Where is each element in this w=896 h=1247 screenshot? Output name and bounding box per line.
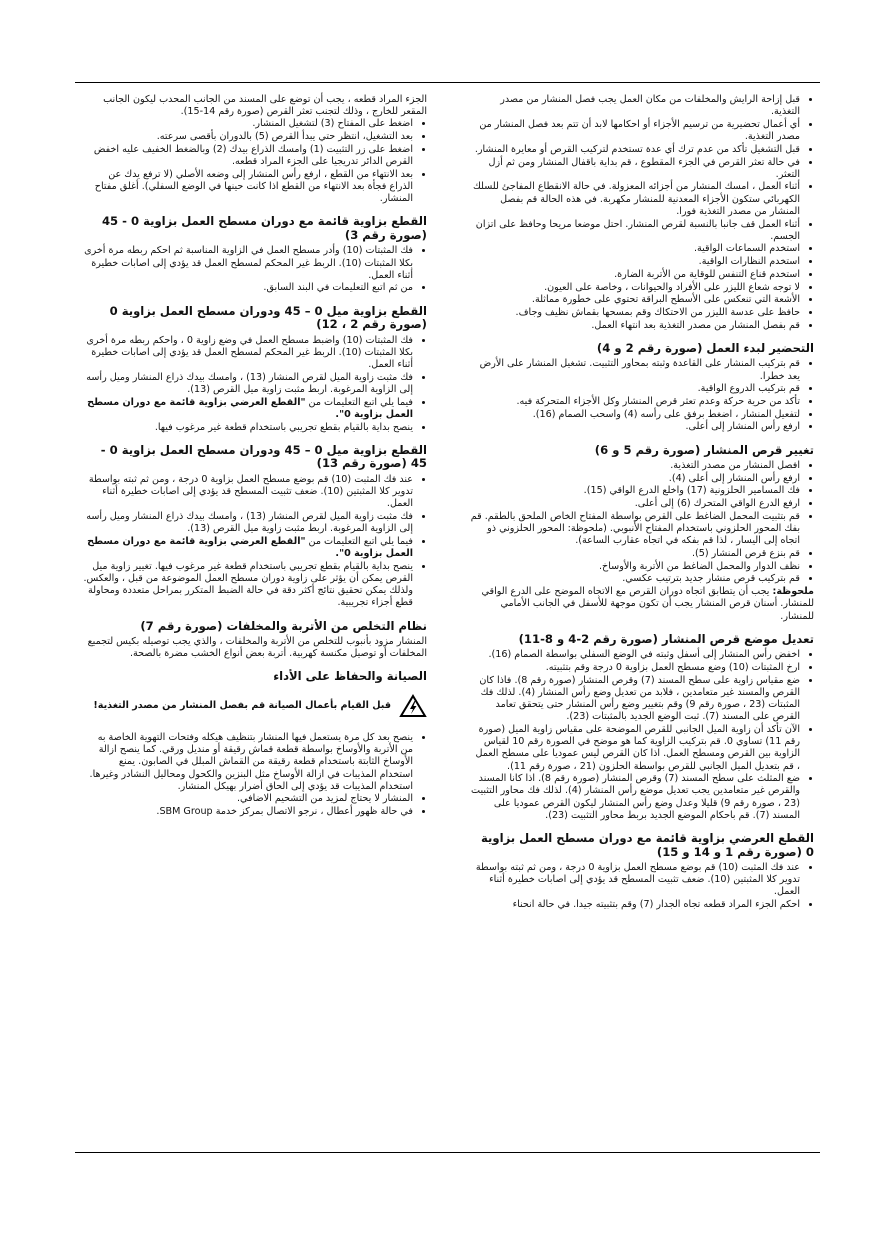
- list-item: • فك المثبتات (10) وأدر مسطح العمل في الزاوية المناسبة ثم احكم ربطه مرة أخرى بكلا المثبتات (10). الربط غير المحكم لمسطح العمل قد يؤدي إلى اصابات خطيرة أثناء العمل.: [83, 245, 413, 282]
- list-item: • استخدم السماعات الواقية.: [470, 243, 800, 255]
- list-item: • ارفع رأس المنشار إلى أعلى (4).: [470, 473, 800, 485]
- list-item: • أثناء العمل قف جانبا بالنسبة لقرص المنشار. احتل موضعا مريحا وحافظ على اتزان الجسم.: [470, 219, 800, 243]
- list-item: • تأكد من حرية حركة وعدم تعثر قرص المنشار وكل الأجزاء المتحركة فيه.: [470, 396, 800, 408]
- adjust-list: [470, 649, 814, 822]
- follow-text: فيما يلي اتبع التعليمات من: [305, 535, 413, 547]
- list-item: • لا توجه شعاع الليزر على الأفراد والحيوانات ، وخاصة على العيون.: [470, 282, 800, 294]
- list-item: • فك المثبتات (10) واضبط مسطح العمل في وضع زاوية 0 ، واحكم ربطه مرة أخرى بكلا المثبتات (10). الربط غير المحكم لمسطح العمل قد يؤدي إلى اصابات خطيرة أثناء العمل.: [83, 335, 413, 372]
- prep-list: [470, 358, 814, 433]
- list-item: • في حالة تعثر القرص في الجزء المقطوع ، قم بداية باقفال المنشار ومن ثم أزل التعثر.: [470, 157, 800, 181]
- list-item: • نظف الدوار والمحمل الضاغط من الأتربة والأوساخ.: [470, 561, 800, 573]
- list-item: • ينصح بعد كل مرة يستعمل فيها المنشار بتنظيف هيكله وفتحات التهوية الخاصة به من الأتربة والأوساخ بواسطة قطعة قماش رقيقة أو منديل ورقي. كما ينصح ازالة الأوساخ الثابتة باستخدام قطعة رقيقة من القماش المبلل في الصابون. يمنع استخدام المذيبات في ازالة الأوساخ مثل البنزين والكحول ومحاليل النشادر وغيرها. استخدام المذيبات قد يؤدي إلى الحاق أضرار بهيكل المنشار.: [83, 732, 413, 793]
- operation-list: [83, 118, 427, 205]
- follow-reference: "القطع العرضي بزاوية قائمة مع دوران مسطح العمل بزاوية 0".: [87, 535, 413, 559]
- note-text: يجب أن يتطابق اتجاه دوران القرص مع الاتجاه الموضح على الدرع الواقي للمنشار. أسنان قرص المنشار يجب أن تكون موجهة للأسفل في الجانب الأمامي للمنشار.: [481, 586, 814, 622]
- list-item: • ارفع رأس المنشار إلى أعلى.: [470, 421, 800, 433]
- top-rule: [75, 82, 820, 83]
- warning-text: قبل القيام بأعمال الصيانة قم بفصل المنشار من مصدر التغذية!: [93, 699, 391, 711]
- section-title-square-rotate: القطع بزاوية قائمة مع دوران مسطح العمل بزاوية 0 - 45 (صورة رقم 3): [101, 214, 427, 242]
- follow-reference: "القطع العرضي بزاوية قائمة مع دوران مسطح العمل بزاوية 0".: [87, 396, 413, 420]
- list-item: • في حالة ظهور أعطال ، نرجو الاتصال بمركز خدمة SBM Group.: [83, 806, 413, 818]
- list-item: • فك مثبت زاوية الميل لقرص المنشار (13) ، وامسك بيدك ذراع المنشار وميل رأسه إلى الزاوية المرغوبة. اربط مثبت زاوية ميل القرص (13).: [83, 511, 413, 535]
- bottom-rule: [75, 1152, 820, 1153]
- list-item: • ينصح بداية بالقيام بقطع تجريبي باستخدام قطعة غير مرغوب فيها.: [83, 422, 413, 434]
- list-item: • أثناء العمل ، امسك المنشار من أجزائه المعزولة. في حالة الانقطاع المفاجئ للسلك الكهربائي ستكون الأجزاء المعدنية للمنشار مكهربة. في هذه الحالة قم بفصل المنشار من مصدر التغذية فورا.: [470, 181, 800, 218]
- list-item: • ضع مقياس زاوية على سطح المسند (7) وقرص المنشار (صورة رقم 8). فاذا كان القرص والمسند غير متعامدين ، فلابد من تعديل وضع رأس المنشار (4). لذلك فك المثبتات (23 ، صورة رقم 9) وقم بتغيير وضع رأس المنشار حتى يتحقق تعامد القرص على المسند (7). ثبت الوضع الجديد بالمثبتات (23).: [470, 675, 800, 724]
- list-item: • لتفعيل المنشار ، اضغط برفق على رأسه (4) واسحب الصمام (16).: [470, 409, 800, 421]
- list-item: • اضغط على المفتاح (3) لتشغيل المنشار.: [83, 118, 413, 130]
- section-title-cross-cut: القطع العرضي بزاوية قائمة مع دوران مسطح العمل بزاوية 0 (صورة رقم 1 و 14 و 15): [481, 831, 814, 859]
- warning-notice: [83, 694, 427, 718]
- list-item: • ارفع الدرع الواقي المتحرك (6) إلى أعلى.: [470, 498, 800, 510]
- list-item: • حافظ على عدسة الليزر من الاحتكاك وقم بمسحها بقماش نظيف وجاف.: [470, 307, 800, 319]
- list-item: • قبل التشغيل تأكد من عدم ترك أي عدة تستخدم لتركيب القرص أو معايرة المنشار.: [470, 144, 800, 156]
- list-item: • ضع المثلث على سطح المسند (7) وقرص المنشار (صورة رقم 8). اذا كانا المسند والقرص غير متعامدين يجب تعديل موضع رأس المنشار (4). لذلك فك محاور التثبيت (23 ، صورة رقم 9) قليلا وعدل وضع رأس المنشار ليكون القرص عموديا على المسند (7). قم باحكام الموضع الجديد بربط محاور التثبيت (23).: [470, 773, 800, 822]
- continuation-paragraph: الجزء المراد قطعه ، يجب أن توضع على المسند من الجانب المحدب ليكون الجانب المقعر للخارج ، وذلك لتجنب تعثر القرص (صورة رقم 14-15).: [103, 94, 427, 118]
- section-title-adjust: تعديل موضع قرص المنشار (صورة رقم 2-4 و 8-11): [518, 631, 814, 646]
- warning-icon: [399, 694, 427, 718]
- list-item: • قم بتركيب الدروع الواقية.: [470, 383, 800, 395]
- list-item: • فك المسامير الحلزونية (17) واخلع الدرع الواقي (15).: [470, 485, 800, 497]
- dust-paragraph: المنشار مزود بأنبوب للتخلص من الأتربة والمخلفات ، والذي يجب توصيله بكيس لتجميع المخلفات أو توصيل مكنسة كهربية. أتربة بعض أنواع الخشب مضرة بالصحة.: [87, 636, 427, 660]
- section-title-prep: التحضير لبدء العمل (صورة رقم 2 و 4): [596, 340, 814, 355]
- compound-cut-list: [83, 474, 427, 610]
- safety-list: [470, 94, 814, 332]
- list-item: • بعد الانتهاء من القطع ، ارفع رأس المنشار إلى وضعه الأصلي (لا ترفع يدك عن الذراع فجأة بعد الانتهاء من القطع اذا كانت حينها في الوضع السفلي). أغلق مفتاح المنشار.: [83, 169, 413, 206]
- list-item: • عند فك المثبت (10) قم بوضع مسطح العمل بزاوية 0 درجة ، ومن ثم ثبته بواسطة تدوير كلا المثبتين (10). ضعف تثبيت المسطح قد يؤدي إلى اصابات خطيرة أثناء العمل.: [83, 474, 413, 511]
- bevel-cut-list: [83, 335, 427, 434]
- section-title-compound-cut: القطع بزاوية ميل 0 – 45 ودوران مسطح العمل بزاوية 0 - 45 (صورة رقم 13): [100, 442, 427, 471]
- list-item: • المنشار لا يحتاج لمزيد من التشحيم الاضافي.: [83, 793, 413, 805]
- list-item: • قبل إزاحة الرايش والمخلفات من مكان العمل يجب فصل المنشار من مصدر التغذية.: [470, 94, 800, 118]
- list-item: • ارخ المثبتات (10) وضع مسطح العمل بزاوية 0 درجة وقم بتثبيته.: [470, 662, 800, 674]
- section-title-change-blade: تغيير قرص المنشار (صورة رقم 5 و 6): [594, 442, 814, 457]
- section-title-bevel-cut: القطع بزاوية ميل 0 – 45 ودوران مسطح العمل بزاوية 0 (صورة رقم 2 ، 12): [109, 303, 427, 332]
- note-label: ملحوظة:: [772, 586, 814, 598]
- list-item: • قم بتركيب قرص منشار جديد بترتيب عكسي.: [470, 573, 800, 585]
- list-item: • قم بفصل المنشار من مصدر التغذية بعد انتهاء العمل.: [470, 320, 800, 332]
- section-title-maintenance: الصيانة والحفاظ على الأداء: [273, 669, 427, 684]
- list-item: • عند فك المثبت (10) قم بوضع مسطح العمل بزاوية 0 درجة ، ومن ثم ثبته بواسطة تدوير كلا المثبتين (10). ضعف تثبيت المسطح قد يؤدي إلى اصابات خطيرة أثناء العمل.: [470, 862, 800, 899]
- list-item: • الأشعة التي تنعكس على الأسطح البراقة تحتوي على خطورة مماثلة.: [470, 294, 800, 306]
- cross-cut-list: [470, 862, 814, 911]
- list-item: [83, 397, 413, 421]
- list-item: • قم بتثبيت المحمل الضاغط على القرص بواسطة المفتاح الخاص الملحق بالطقم. قم بفك المحور الحلزوني باستخدام المفتاح الأنبوبي. (ملحوظة: المحور الحلزوني ذو اتجاه إلى اليسار ، لذا قم بفكه في اتجاه عقارب الساعة).: [470, 511, 800, 548]
- list-item: • قم بتركيب المنشار على القاعدة وثبته بمحاور التثبيت. تشغيل المنشار على الأرض يعد خطرا.: [470, 358, 800, 382]
- maintenance-list: [83, 732, 427, 818]
- list-item: • قم بنزع قرص المنشار (5).: [470, 548, 800, 560]
- list-item: • استخدم قناع التنفس للوقاية من الأتربة الضارة.: [470, 269, 800, 281]
- list-item: • اخفض رأس المنشار إلى أسفل وثبته في الوضع السفلي بواسطة الصمام (16).: [470, 649, 800, 661]
- note-paragraph: [470, 586, 814, 623]
- list-item: • الآن تأكد أن زاوية الميل الجانبي للقرص الموضحة على مقياس زاوية الميل (صورة رقم 11) تساوي 0. قم بتركيب الزاوية كما هو موضح في الصورة رقم 10 لقياس الزاوية بين القرص ومسطح العمل. اذا كان القرص ليس عموديا على مسطح العمل ، قم بتعديل الميل الجانبي للقرص بواسطة الحلزون (21 ، صورة رقم 11).: [470, 724, 800, 773]
- follow-text: فيما يلي اتبع التعليمات من: [305, 396, 413, 408]
- left-column: [83, 94, 427, 819]
- list-item: • احكم الجزء المراد قطعه تجاه الجدار (7) وقم بتثبيته جيدا. في حالة انحناء: [470, 899, 800, 911]
- list-item: • أي أعمال تحضيرية من ترسيم الأجزاء أو احكامها لابد أن تتم بعد فصل المنشار من مصدر التغذية.: [470, 119, 800, 143]
- section-title-dust: نظام التخلص من الأتربة والمخلفات (صورة رقم 7): [140, 618, 427, 633]
- right-column: [470, 94, 814, 912]
- list-item: • اضغط على زر التثبيت (1) وامسك الذراع بيدك (2) وبالضغط الخفيف عليه اخفض القرص الدائر تدريجيا على الجزء المراد قطعه.: [83, 144, 413, 168]
- list-item: • فك مثبت زاوية الميل لقرص المنشار (13) ، وامسك بيدك ذراع المنشار وميل رأسه إلى الزاوية المرغوبة. اربط مثبت زاوية ميل القرص (13).: [83, 372, 413, 396]
- list-item: • من ثم اتبع التعليمات في البند السابق.: [83, 282, 413, 294]
- square-rotate-list: [83, 245, 427, 294]
- list-item: • استخدم النظارات الواقية.: [470, 256, 800, 268]
- list-item: • ينصح بداية بالقيام بقطع تجريبي باستخدام قطعة غير مرغوب فيها. تغيير زاوية ميل القرص يمكن أن يؤثر على زاوية دوران مسطح العمل الموضوعة من قبل ، والعكس. ولذلك يمكن تحقيق نتائج أكثر دقة في حالة الضبط المتكرر بمراحل متعددة ومحاولة قطع أجزاء تجريبية.: [83, 561, 413, 610]
- change-blade-list: [470, 460, 814, 586]
- list-item: • افصل المنشار من مصدر التغذية.: [470, 460, 800, 472]
- list-item: • بعد التشغيل، انتظر حتي يبدأ القرص (5) بالدوران بأقصى سرعته.: [83, 131, 413, 143]
- list-item: [83, 536, 413, 560]
